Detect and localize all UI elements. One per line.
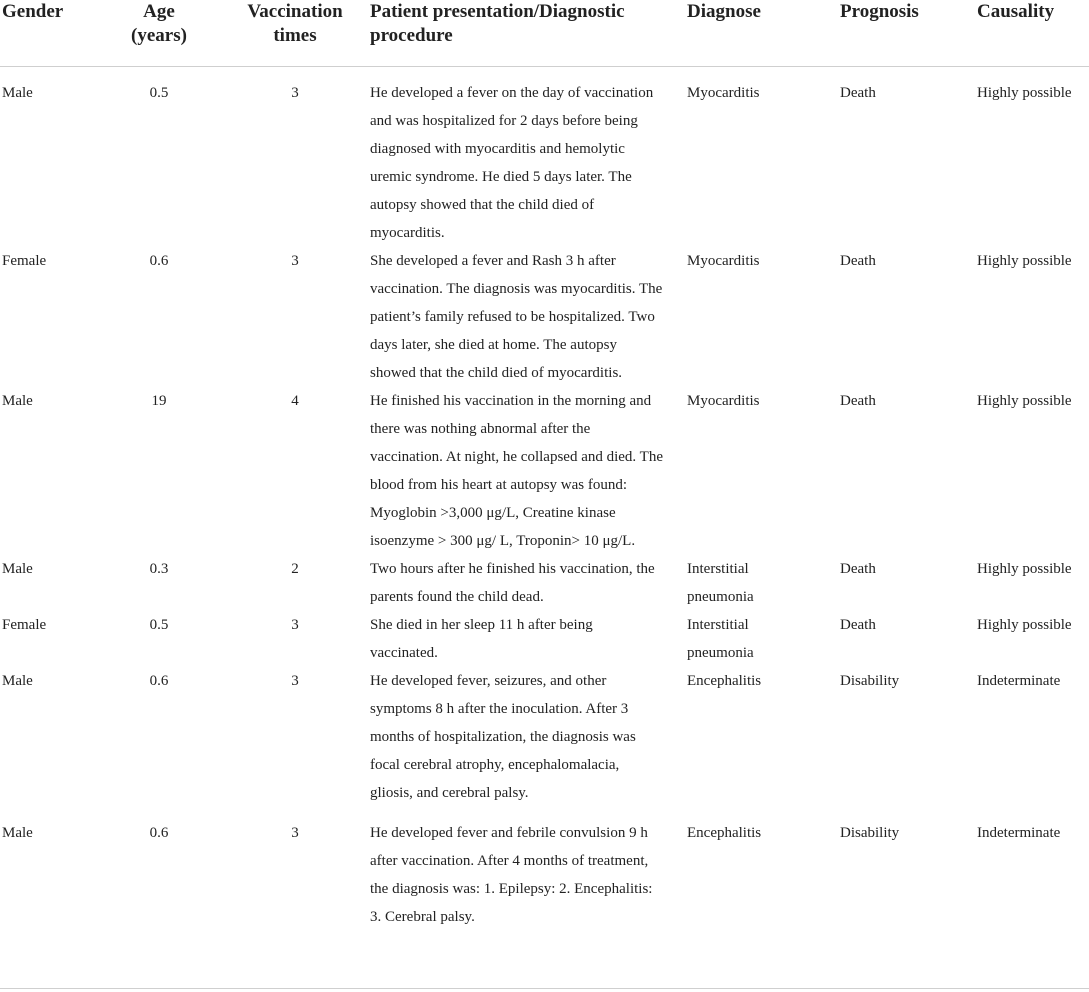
cell-causality: Highly possible	[977, 392, 1072, 409]
header-age-label: Age (years)	[131, 1, 187, 46]
cell-causality: Indeterminate	[977, 824, 1061, 841]
table-row	[0, 66, 1089, 247]
cell-presentation: He finished his vaccination in the morning and there was nothing abnormal after the vaccination. At night, he collapsed and died. The blood from his heart at autopsy was found: Myoglobin >3,000 μg/L, Creatine kinase isoenzyme > 300 μg/ L, Troponin> 10 μg/L.	[370, 392, 663, 549]
cell-diagnose: Encephalitis	[687, 824, 762, 841]
header-age	[98, 0, 220, 66]
cell-causality: Highly possible	[977, 84, 1072, 101]
header-gender: Gender	[2, 1, 64, 22]
cell-vaccination-times: 3	[291, 672, 299, 689]
cell-age: 19	[151, 392, 167, 409]
cell-vaccination-times: 3	[291, 84, 299, 101]
cell-causality: Highly possible	[977, 616, 1072, 633]
cell-gender: Male	[2, 672, 33, 689]
table-row	[0, 555, 1089, 611]
cell-age: 0.6	[149, 672, 169, 689]
cell-diagnose: Myocarditis	[687, 84, 760, 101]
header-prognosis: Prognosis	[840, 1, 919, 22]
header-diagnose: Diagnose	[687, 1, 761, 22]
cell-age: 0.6	[149, 824, 169, 841]
header-vaccination-times	[220, 0, 370, 66]
cell-gender: Male	[2, 824, 33, 841]
cell-prognosis: Death	[840, 252, 876, 269]
cell-diagnose: Interstitial pneumonia	[687, 616, 754, 661]
cell-presentation: He developed fever and febrile convulsion 9 h after vaccination. After 4 months of treatment, the diagnosis was: 1. Epilepsy: 2. Encephalitis: 3. Cerebral palsy.	[370, 824, 653, 925]
cell-prognosis: Death	[840, 560, 876, 577]
cell-vaccination-times: 2	[291, 560, 299, 577]
cell-presentation: He developed fever, seizures, and other symptoms 8 h after the inoculation. After 3 months of hospitalization, the diagnosis was focal cerebral atrophy, encephalomalacia, gliosis, and cerebral palsy.	[370, 672, 636, 801]
cell-vaccination-times: 3	[291, 616, 299, 633]
cell-gender: Male	[2, 84, 33, 101]
cell-vaccination-times: 4	[291, 392, 299, 409]
cell-presentation: She developed a fever and Rash 3 h after vaccination. The diagnosis was myocarditis. The patient’s family refused to be hospitalized. Two days later, she died at home. The autopsy showed that the child died of myocarditis.	[370, 252, 663, 381]
cell-prognosis: Death	[840, 616, 876, 633]
cell-vaccination-times: 3	[291, 252, 299, 269]
table-row	[0, 807, 1089, 931]
cell-presentation: She died in her sleep 11 h after being vaccinated.	[370, 616, 593, 661]
table-row	[0, 247, 1089, 387]
cell-age: 0.6	[149, 252, 169, 269]
header-presentation-label: Patient presentation/Diagnostic procedure	[370, 1, 625, 46]
table-body	[0, 66, 1089, 931]
cell-causality: Highly possible	[977, 252, 1072, 269]
cell-causality: Indeterminate	[977, 672, 1061, 689]
cell-presentation: Two hours after he finished his vaccination, the parents found the child dead.	[370, 560, 655, 605]
cell-causality: Highly possible	[977, 560, 1072, 577]
cell-diagnose: Encephalitis	[687, 672, 762, 689]
cell-vaccination-times: 3	[291, 824, 299, 841]
cell-gender: Female	[2, 616, 47, 633]
cell-age: 0.5	[149, 84, 169, 101]
header-vaccination-label: Vaccination times	[247, 1, 343, 46]
cell-gender: Female	[2, 252, 47, 269]
table-row	[0, 667, 1089, 807]
cell-age: 0.5	[149, 616, 169, 633]
cell-presentation: He developed a fever on the day of vaccination and was hospitalized for 2 days before being diagnosed with myocarditis and hemolytic uremic syndrome. He died 5 days later. The autopsy showed that the child died of myocarditis.	[370, 84, 654, 241]
header-row	[0, 0, 1089, 66]
cell-gender: Male	[2, 392, 33, 409]
cell-diagnose: Interstitial pneumonia	[687, 560, 754, 605]
header-causality: Causality	[977, 1, 1055, 22]
cell-prognosis: Disability	[840, 672, 900, 689]
cell-diagnose: Myocarditis	[687, 392, 760, 409]
table-row	[0, 611, 1089, 667]
header-presentation	[370, 0, 687, 66]
cell-prognosis: Death	[840, 84, 876, 101]
table-bottom-rule	[0, 988, 1089, 989]
cell-diagnose: Myocarditis	[687, 252, 760, 269]
cell-gender: Male	[2, 560, 33, 577]
cell-prognosis: Disability	[840, 824, 900, 841]
cell-prognosis: Death	[840, 392, 876, 409]
table-row	[0, 387, 1089, 555]
cell-age: 0.3	[149, 560, 169, 577]
